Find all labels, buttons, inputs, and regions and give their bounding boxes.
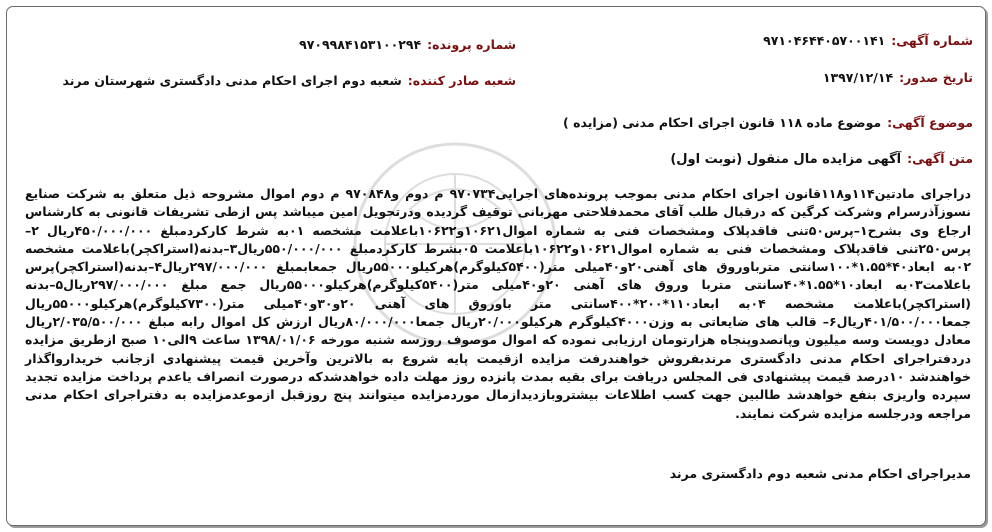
ad-number [763,33,973,48]
case-number [299,37,516,52]
issue-date-label: تاریخ صدور: [899,70,973,85]
notice-frame [6,6,986,526]
issue-date-value: ۱۳۹۷/۱۲/۱۴ [822,70,894,85]
notice-text-label: متن آگهی: [907,151,973,166]
ad-number-label: شماره آگهی: [891,33,973,48]
notice-topic-value: موضوع ماده ۱۱۸ قانون اجرای احکام مدنی (مزایده ) [563,115,882,130]
notice-topic [563,115,973,130]
case-number-value: ۹۷۰۹۹۸۴۱۵۳۱۰۰۲۹۴ [299,37,422,52]
ad-number-value: ۹۷۱۰۴۶۴۴۰۵۷۰۰۱۴۱ [763,33,886,48]
notice-body-paragraph: دراجرای مادتین۱۱۴و۱۱۸قانون اجرای احکام مدنی بموجب پرونده‌های اجرایی۹۷۰۷۳۴ م دوم و۹۷۰۸۴۸ م دوم اموال مشروحه ذیل متعلق به شرکت صنایع نسوزآذرسرام وشرکت کرگین که درقبال طلب آقای محمدفلاحتی مهربانی توقیف گردیده ودرتحویل امین میباشد پس ازطی تشریفات قانونی به کارشناس ارجاع وی بشرح۱–پرس۵۰تنی فاقدپلاک ومشخصات فنی به شماره اموال۱۰۶۲۱و۱۰۶۲۲باعلامت مشخصه ۰۱به شرط کارکردمبلغ ۴۵۰/۰۰۰/۰۰۰ریال ۲–پرس۲۵۰تنی فاقدپلاک ومشخصات فنی به شماره اموال۱۰۶۲۱و۱۰۶۲۲باعلامت ۰۵بشرط کارکردمبلغ ۵۵۰/۰۰۰/۰۰۰ریال۳–بدنه(استراکچر)باعلامت مشخصه ۰۲به ابعاد۴۰*۱.۵۵*۱۰۰سانتی مترباوروق های آهنی۲۰و۴۰میلی متر(۵۴۰۰کیلوگرم)هرکیلو۵۵۰۰۰ریال جمعابمبلغ ۲۹۷/۰۰۰/۰۰۰ریال۴–بدنه(استراکچر)پرس باعلامت۰۳به ابعاد۱۰*۱.۵۵*۴۰سانتی متربا وروق های آهنی ۲۰و۴۰میلی متر(۵۴۰۰کیلوگرم)هرکیلو۵۵۰۰۰ریال جمع مبلغ ۲۹۷/۰۰۰/۰۰۰ریال۵–بدنه (استراکچر)باعلامت مشخصه ۰۴به ابعاد۱۱۰*۲۰۰*۴۰۰سانتی متر باوروق های آهنی ۲۰و۳۰و۴۰میلی متر(۷۳۰۰کیلوگرم)هرکیلو۵۵۰۰۰ریال جمعا۴۰۱/۵۰۰/۰۰۰ریال۶– قالب های ضایعاتی به وزن۴۰۰۰کیلوگرم هرکیلو۲۰/۰۰۰ریال جمعا۸۰/۰۰۰/۰۰۰ریال ارزش کل اموال رابه مبلغ ۲/۰۳۵/۵۰۰/۰۰۰ریال معادل دویست وسه میلیون وپانصدوپنجاه هزارتومان ارزیابی نموده که اموال موصوف روزسه شنبه مورخه ۱۳۹۸/۰۱/۰۶ ساعت ۹الی۱۰ صبح ازطریق مزایده دردفتراجرای احکام مدنی دادگستری مرندبفروش خواهندرفت مزایده ازقیمت پایه شروع به بالاترین وآخرین قیمت پیشنهادی ازجانب خریدارواگذار خواهندشد ۱۰درصد قیمت پیشنهادی فی المجلس دریافت برای بقیه بمدت پانزده روز مهلت داده خواهدشدکه درصورت انصراف یاعدم پرداخت مزایده تجدید سپرده واریزی بنفع خواهدشد طالبین جهت کسب اطلاعات بیشتروبازدیدازمال موردمزایده میتوانند پنج روزقبل ازموعدمزایده به دفتراجرای احکام مدنی مراجعه ودرجلسه مزایده شرکت نمایند. [25,186,972,421]
notice-header [7,7,985,103]
issuing-branch-label: شعبه صادر کننده: [407,73,516,88]
issue-date [823,70,973,85]
notice-topic-label: موضوع آگهی: [887,115,973,130]
notice-text-heading: آگهی مزایده مال منقول (نوبت اول) [670,152,902,167]
issuing-branch-value: شعبه دوم اجرای احکام مدنی دادگستری شهرستان مرند [62,73,402,88]
notice-signature: مدیراجرای احکام مدنی شعبه دوم دادگستری مرند [669,466,971,481]
notice-body [25,185,971,423]
notice-text-title [670,151,973,167]
issuing-branch [62,73,516,88]
case-number-label: شماره پرونده: [427,37,516,52]
